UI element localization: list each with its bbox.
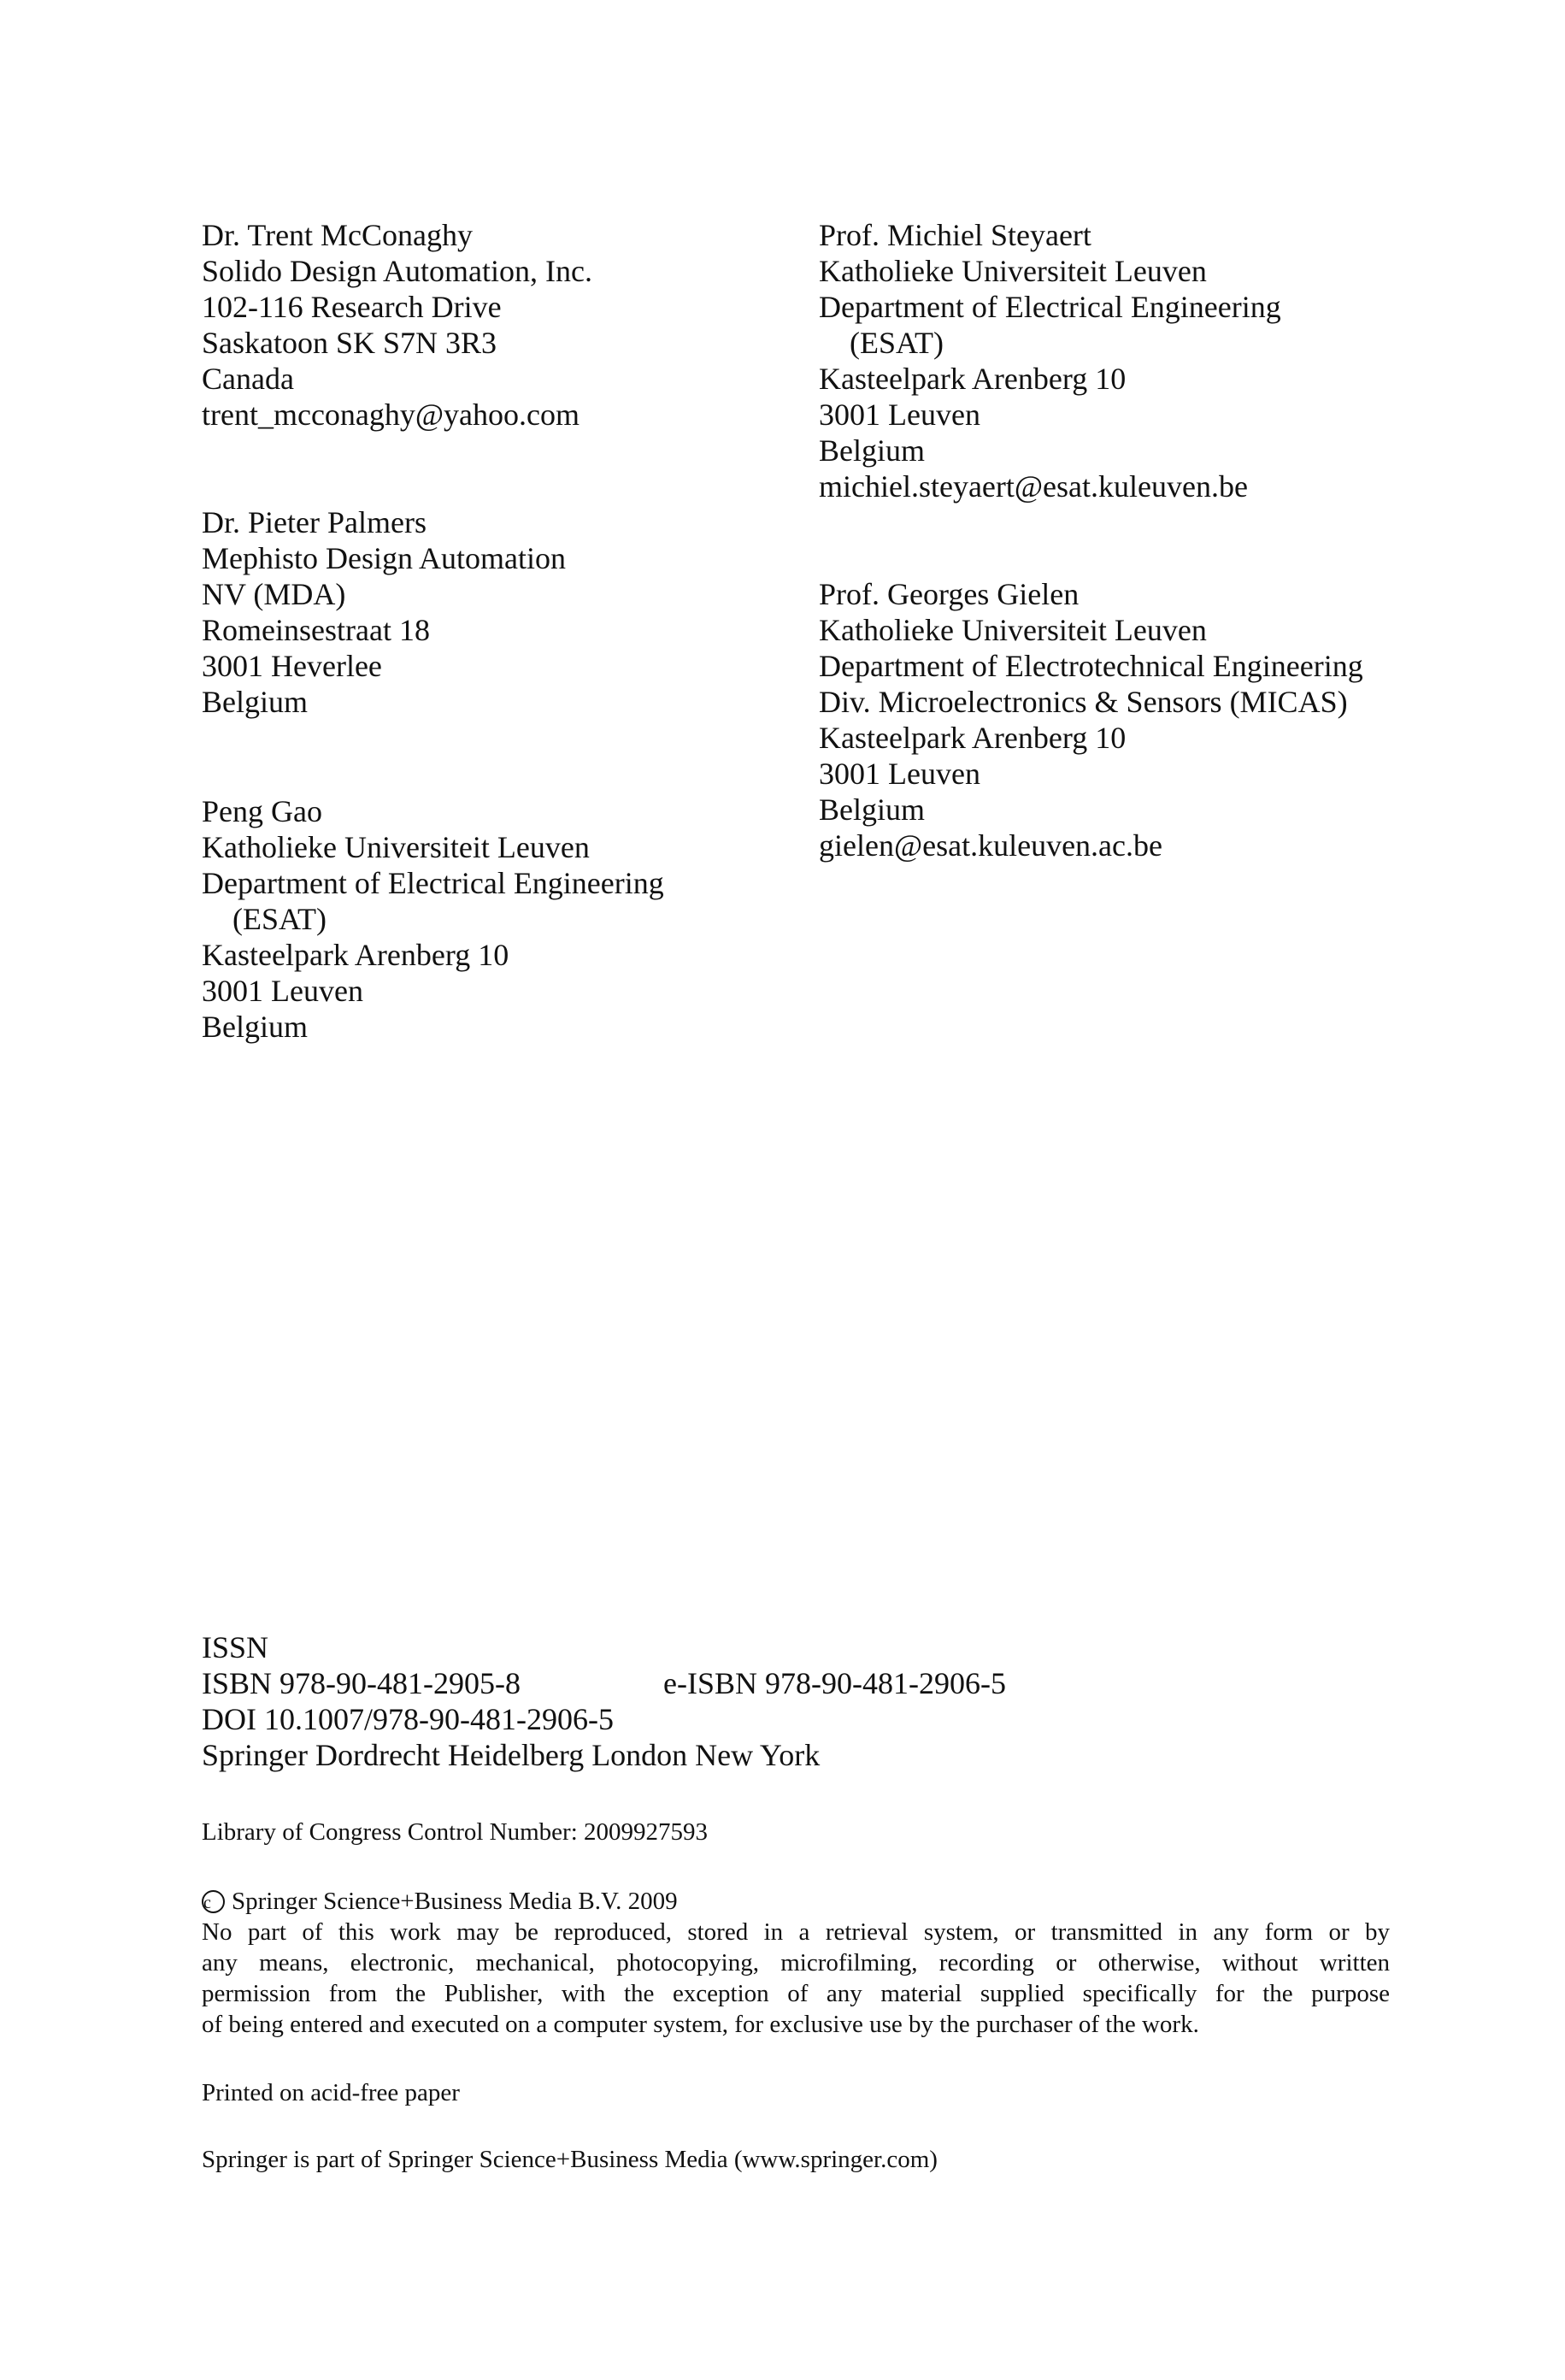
email-address: trent_mcconaghy@yahoo.com (202, 398, 580, 432)
address-block-gielen (819, 576, 1363, 863)
author-name: Dr. Trent McConaghy (202, 218, 474, 252)
city-postcode: 3001 Leuven (202, 974, 363, 1008)
copyright-holder: Springer Science+Business Media B.V. 2009 (232, 1888, 678, 1915)
city-postcode: 3001 Leuven (819, 398, 980, 432)
doi: DOI 10.1007/978-90-481-2906-5 (202, 1702, 614, 1736)
address-block-gao (202, 793, 664, 1045)
street-address: Kasteelpark Arenberg 10 (819, 362, 1127, 396)
affiliation: Solido Design Automation, Inc. (202, 254, 592, 288)
address-block-steyaert (819, 217, 1281, 504)
email-address: gielen@esat.kuleuven.ac.be (819, 828, 1162, 863)
city-postcode: Saskatoon SK S7N 3R3 (202, 326, 497, 360)
affiliation-cont: NV (MDA) (202, 577, 346, 611)
city-postcode: 3001 Heverlee (202, 649, 382, 683)
author-name: Peng Gao (202, 794, 322, 828)
isbn-row (202, 1665, 1006, 1701)
author-name: Prof. Georges Gielen (819, 577, 1080, 611)
copyright-icon: c (202, 1890, 225, 1913)
issn-label: ISSN (202, 1630, 269, 1664)
city-postcode: 3001 Leuven (819, 757, 980, 791)
street-address: Kasteelpark Arenberg 10 (202, 938, 509, 972)
country: Belgium (819, 792, 925, 827)
publication-identifiers (202, 1629, 1006, 1773)
affiliation: Katholieke Universiteit Leuven (819, 254, 1207, 288)
rights-line-2: any means, electronic, mechanical, photocopying, microfilming, recording or otherwise, without written (202, 1949, 1390, 1976)
country: Belgium (202, 685, 308, 719)
isbn: ISBN 978-90-481-2905-8 (202, 1666, 521, 1700)
department-cont: (ESAT) (850, 326, 944, 360)
department: Department of Electrotechnical Engineering (819, 649, 1363, 683)
department: Department of Electrical Engineering (819, 290, 1281, 324)
email-address: michiel.steyaert@esat.kuleuven.be (819, 469, 1248, 504)
address-block-mcconaghy (202, 217, 592, 433)
address-block-palmers (202, 504, 566, 720)
rights-line-1: No part of this work may be reproduced, stored in a retrieval system, or transmitted in any form or by (202, 1918, 1390, 1946)
country: Belgium (202, 1010, 308, 1044)
country: Belgium (819, 433, 925, 468)
publisher-cities: Springer Dordrecht Heidelberg London New York (202, 1738, 821, 1772)
e-isbn: e-ISBN 978-90-481-2906-5 (663, 1666, 1006, 1700)
lccn: Library of Congress Control Number: 2009927593 (202, 1818, 709, 1846)
department: Department of Electrical Engineering (202, 866, 664, 900)
copyright-notice (202, 1886, 1390, 2040)
street-address: Kasteelpark Arenberg 10 (819, 721, 1127, 755)
author-name: Dr. Pieter Palmers (202, 505, 427, 539)
rights-line-4: of being entered and executed on a computer system, for exclusive use by the purchaser of the work. (202, 2011, 1199, 2038)
country: Canada (202, 362, 294, 396)
street-address: Romeinsestraat 18 (202, 613, 430, 647)
rights-line-3: permission from the Publisher, with the exception of any material supplied specifically for the purpose (202, 1980, 1390, 2007)
springer-note: Springer is part of Springer Science+Business Media (www.springer.com) (202, 2146, 938, 2173)
division: Div. Microelectronics & Sensors (MICAS) (819, 685, 1348, 719)
author-name: Prof. Michiel Steyaert (819, 218, 1091, 252)
copyright-line (202, 1886, 1390, 1917)
affiliation: Mephisto Design Automation (202, 541, 566, 575)
department-cont: (ESAT) (232, 902, 327, 936)
affiliation: Katholieke Universiteit Leuven (202, 830, 590, 864)
street-address: 102-116 Research Drive (202, 290, 502, 324)
affiliation: Katholieke Universiteit Leuven (819, 613, 1207, 647)
paper-note: Printed on acid-free paper (202, 2079, 460, 2106)
